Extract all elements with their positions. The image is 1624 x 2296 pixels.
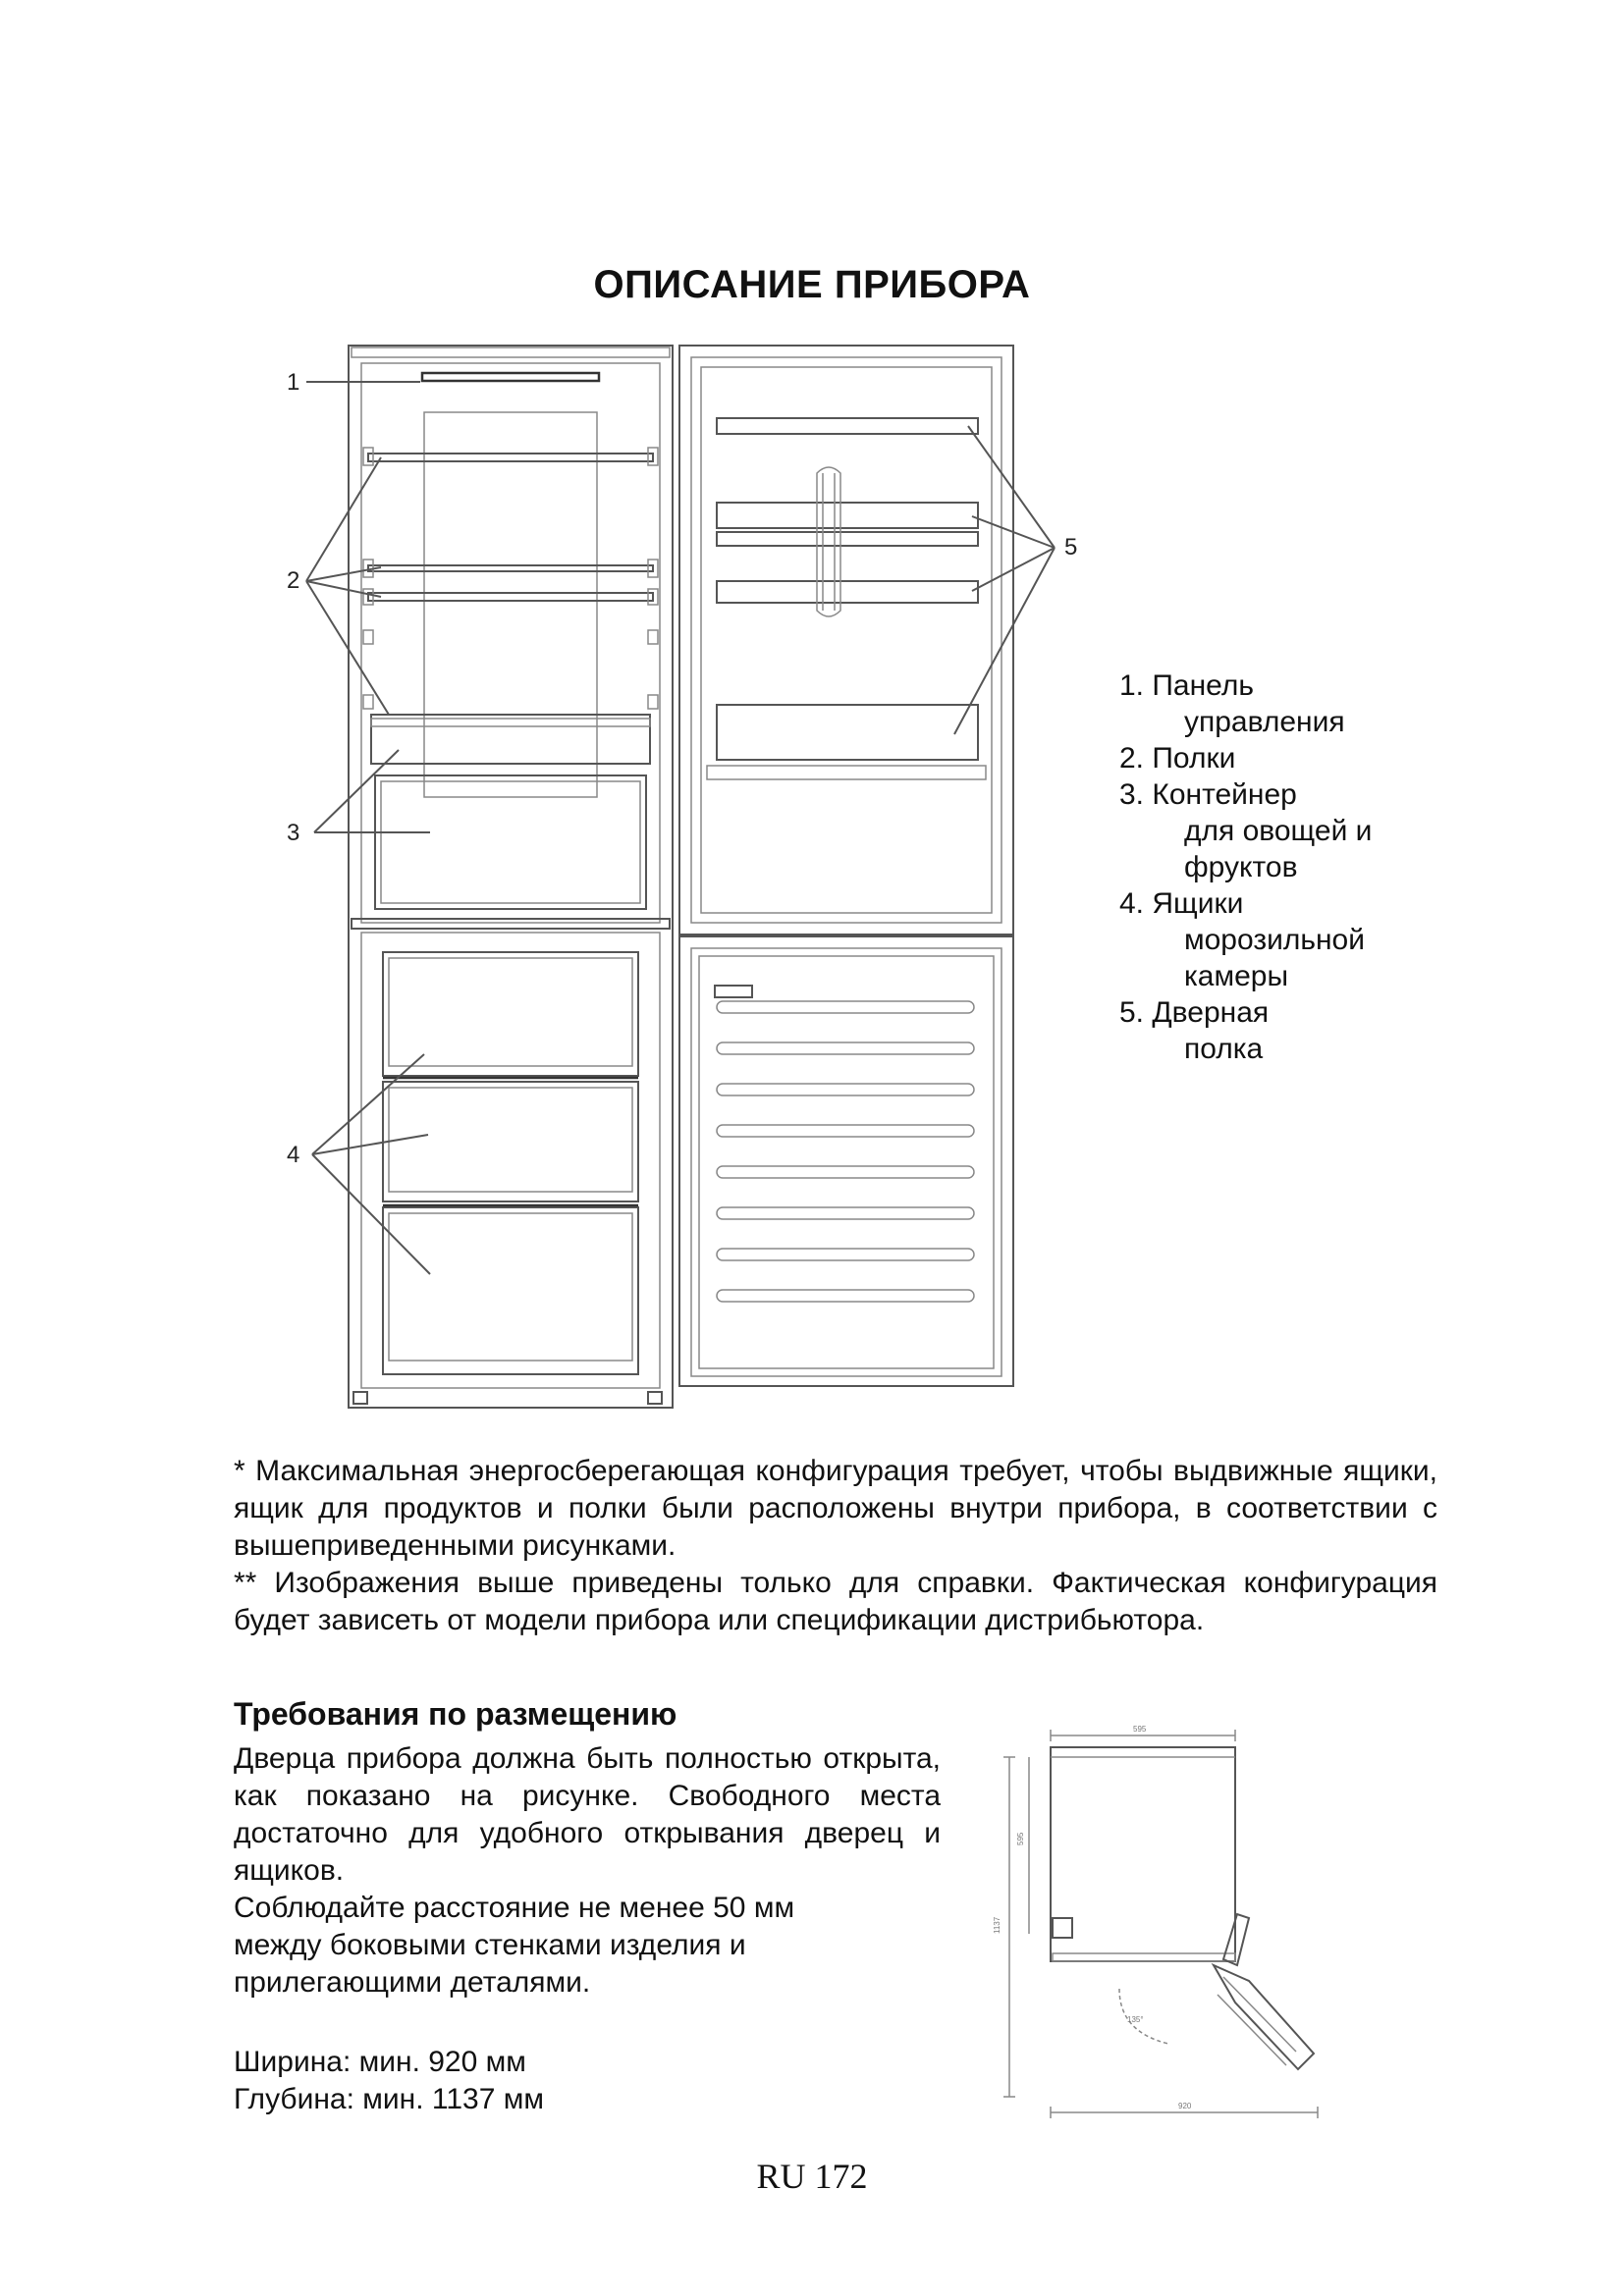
control-panel (422, 373, 599, 381)
page-number: RU 172 (756, 2157, 868, 2196)
placement-paragraph-1: Дверца прибора должна быть полностью открыта, как показано на рисунке. Свободного места достаточно для удобного открывания дверец и ящиков. (234, 1742, 941, 1887)
freezer-door-ridges (717, 1001, 974, 1302)
dimension-lines (993, 1725, 1318, 2118)
cabinet-top-view (1051, 1747, 1235, 1961)
fridge-diagram (255, 324, 1078, 1404)
freezer-drawers (383, 952, 638, 1374)
door-shelves (707, 418, 986, 779)
top-view-diagram (972, 1708, 1345, 2120)
placement-paragraph-2-line-3: прилегающими деталями. (234, 1966, 591, 1999)
callout-1 (287, 369, 420, 396)
min-dimensions (234, 2044, 544, 2118)
placement-paragraph-2-line-2: между боковыми стенками изделия и (234, 1929, 746, 1961)
legend-item-1: 1. Панель управления (1119, 669, 1345, 738)
svg-text:5: 5 (1064, 534, 1078, 561)
svg-text:4: 4 (287, 1142, 300, 1168)
svg-text:1137: 1137 (993, 1916, 1001, 1934)
min-width: Ширина: мин. 920 мм (234, 2046, 526, 2078)
svg-text:2: 2 (287, 567, 300, 594)
note-energy-config: * Максимальная энергосберегающая конфигурация требует, чтобы выдвижные ящики, ящик для продуктов и полки были расположены внутри прибора, в соответствии с вышеприведенными рисунками. (234, 1455, 1437, 1562)
fridge-door-open (679, 346, 1013, 934)
parts-legend (1119, 667, 1372, 1067)
svg-text:595: 595 (1133, 1725, 1147, 1734)
legend-item-2: 2. Полки (1119, 742, 1236, 774)
notes (234, 1453, 1437, 1639)
min-depth: Глубина: мин. 1137 мм (234, 2083, 544, 2115)
svg-text:135°: 135° (1127, 2015, 1144, 2024)
placement-paragraph-2-line-1: Соблюдайте расстояние не менее 50 мм (234, 1892, 795, 1924)
placement-heading: Требования по размещению (234, 1696, 677, 1732)
legend-item-5: 5. Дверная полка (1119, 996, 1270, 1065)
note-reference-only: ** Изображения выше приведены только для справки. Фактическая конфигурация будет зависеть от модели прибора или спецификации дистрибьютора. (234, 1567, 1437, 1636)
svg-text:3: 3 (287, 820, 300, 846)
page-title: ОПИСАНИЕ ПРИБОРА (593, 263, 1031, 306)
placement-text (234, 1740, 941, 2002)
svg-text:1: 1 (287, 369, 300, 396)
fridge-cabinet (349, 346, 673, 1408)
fridge-shelves (363, 448, 658, 709)
open-door-top-view (1119, 1914, 1314, 2069)
svg-text:920: 920 (1178, 2102, 1192, 2110)
legend-item-3: 3. Контейнер для овощей и фруктов (1119, 778, 1373, 883)
vegetable-crisper (371, 715, 650, 909)
legend-item-4: 4. Ящики морозильной камеры (1119, 887, 1365, 992)
freezer-door-open (679, 936, 1013, 1386)
svg-text:595: 595 (1016, 1832, 1025, 1845)
callout-2 (287, 457, 389, 715)
